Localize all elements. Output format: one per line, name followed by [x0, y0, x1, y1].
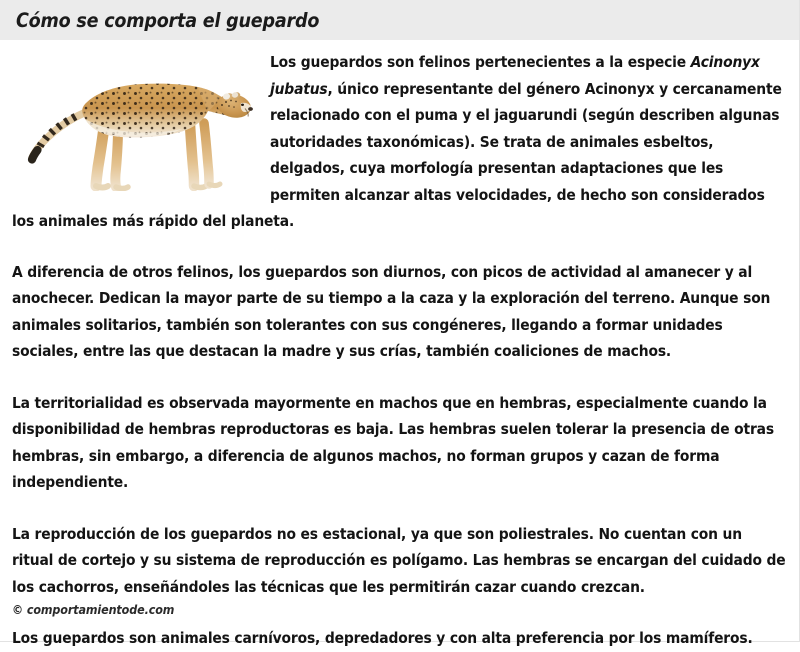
intro-segment-3: , único representante del género Acinonyx y cercanamente relacionado con el puma y el jaguarundi (según describen algunas autoridades taxonómicas). Se trata de animales esbeltos, delgados, cuya morfología presentan adaptaciones que les permiten alcanzar altas velocidades, de hecho son considerados los animales más rápido del planeta. [12, 79, 782, 230]
species-name-italic: Acinonyx jubatus [270, 53, 760, 98]
cheetah-illustration [12, 51, 262, 191]
intro-segment-1: Los guepardos son felinos pertenecientes a la especie [270, 53, 691, 71]
footer [12, 601, 174, 619]
footer-credit: © comportamientode.com [12, 602, 175, 617]
page-title: Cómo se comporta el guepardo [16, 8, 320, 32]
header-bar [0, 0, 799, 41]
paragraph-habits: A diferencia de otros felinos, los guepardos son diurnos, con picos de actividad al amanecer y al anochecer. Dedican la mayor parte de su tiempo a la caza y la exploración del terreno. Aunque son animales solitarios, también son tolerantes con sus congéneres, llegando a formar unidades sociales, entre las que destacan la madre y sus crías, también coaliciones de machos. [12, 262, 771, 360]
cheetah-image [12, 51, 262, 191]
article-body [0, 41, 799, 652]
paragraph-reproduction: La reproducción de los guepardos no es estacional, ya que son poliestrales. No cuentan con un ritual de cortejo y su sistema de reproducción es polígamo. Las hembras se encargan del cuidado de los cachorros, enseñándoles las técnicas que les permitirán cazar cuando crezcan. [12, 524, 786, 596]
paragraph-diet: Los guepardos son animales carnívoros, depredadores y con alta preferencia por los mamíferos. [12, 629, 753, 647]
paragraph-territory: La territorialidad es observada mayormente en machos que en hembras, especialmente cuando la disponibilidad de hembras reproductoras es baja. Las hembras suelen tolerar la presencia de otras hembras, sin embargo, a diferencia de algunos machos, no forman grupos y cazan de forma independiente. [12, 393, 774, 491]
